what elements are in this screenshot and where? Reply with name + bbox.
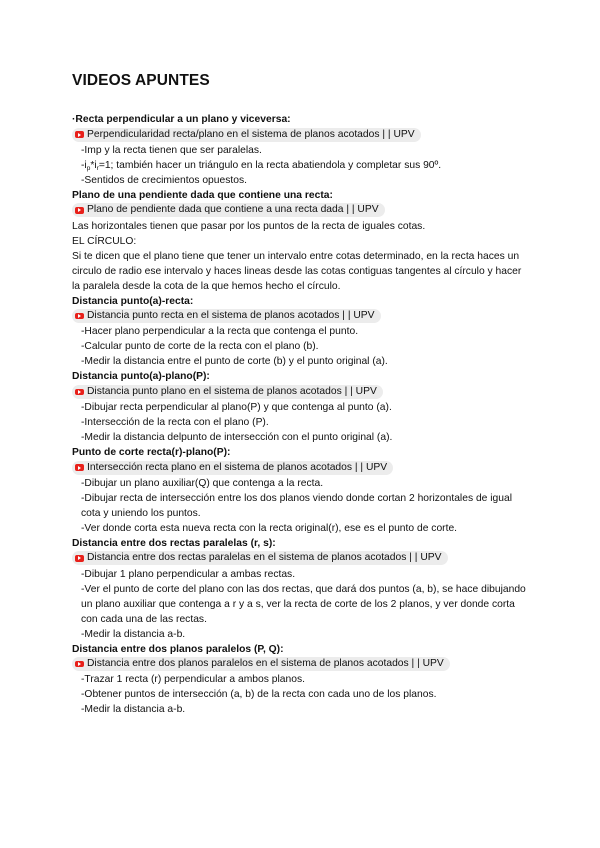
- list-item: -Ver el punto de corte del plano con las dos rectas, que dará dos puntos (a, b), se hace dibujando un plano auxiliar que contenga a r y a s, ver la recta de corte de los 2 planos, y ver donde corta con cada una de las rectas.: [81, 583, 526, 625]
- youtube-icon: [75, 389, 84, 396]
- note-paragraph: Si te dicen que el plano tiene que tener un intervalo entre cotas determinado, en la recta haces un circulo de radio ese intervalo y haces lineas desde las cotas contiguas tangentes al círculo y hacer la paralela desde la cota de la que hemos hecho el círculo.: [72, 250, 522, 292]
- list-item: -Dibujar un plano auxiliar(Q) que contenga a la recta.: [81, 477, 324, 489]
- note-text: EL CÍRCULO:: [72, 235, 137, 247]
- video-link-label: Distancia punto plano en el sistema de planos acotados | | UPV: [87, 385, 377, 397]
- youtube-icon: [75, 313, 84, 320]
- list-item: -Obtener puntos de intersección (a, b) de la recta con cada uno de los planos.: [81, 689, 437, 701]
- list-item: -Medir la distancia a-b.: [81, 704, 186, 716]
- formula-item: [72, 158, 532, 173]
- section-heading: Distancia entre dos planos paralelos (P, Q):: [72, 643, 284, 655]
- list-item: -Medir la distancia entre el punto de corte (b) y el punto original (a).: [81, 356, 388, 368]
- formula-subscript: r: [96, 164, 99, 172]
- youtube-icon: [75, 207, 84, 214]
- video-link[interactable]: [72, 657, 450, 671]
- list-item: -Dibujar recta de intersección entre los dos planos viendo donde cortan 2 horizontales de igual cota y uniendo los puntos.: [81, 492, 513, 519]
- formula-part: -i: [81, 159, 87, 171]
- section-heading: Punto de corte recta(r)-plano(P):: [72, 447, 231, 458]
- video-link[interactable]: [72, 203, 385, 217]
- list-item: -Medir la distancia a-b.: [81, 628, 186, 640]
- list-item: -Imp y la recta tienen que ser paralelas.: [81, 144, 262, 156]
- video-link[interactable]: [72, 309, 381, 323]
- list-item: -Trazar 1 recta (r) perpendicular a ambos planos.: [81, 674, 305, 686]
- page-title: VIDEOS APUNTES: [72, 72, 210, 89]
- list-item: -Calcular punto de corte de la recta con el plano (b).: [81, 341, 319, 353]
- video-link[interactable]: [72, 385, 383, 399]
- document-page: [72, 72, 532, 717]
- section-heading: Plano de una pendiente dada que contiene una recta:: [72, 189, 333, 201]
- video-link-label: Intersección recta plano en el sistema de planos acotados | | UPV: [87, 461, 388, 473]
- list-item: -Intersección de la recta con el plano (P).: [81, 417, 269, 428]
- video-link-label: Distancia entre dos rectas paralelas en el sistema de planos acotados | | UPV: [87, 552, 442, 564]
- formula-part: =1; también hacer un triángulo en la recta abatiendola y completar sus 90º.: [98, 159, 442, 171]
- section-heading: Distancia punto(a)-recta:: [72, 295, 194, 307]
- section-heading: ·Recta perpendicular a un plano y viceversa:: [72, 114, 291, 125]
- list-item: -Dibujar 1 plano perpendicular a ambas rectas.: [81, 568, 296, 580]
- youtube-icon: [75, 555, 84, 562]
- youtube-icon: [75, 464, 84, 471]
- video-link[interactable]: [72, 128, 421, 142]
- list-item: -Medir la distancia delpunto de intersección con el punto original (a).: [81, 432, 393, 443]
- list-item: -Dibujar recta perpendicular al plano(P) y que contenga al punto (a).: [81, 402, 392, 413]
- formula-part: *i: [90, 159, 97, 171]
- notes-content: [72, 112, 532, 717]
- note-text: Las horizontales tienen que pasar por los puntos de la recta de iguales cotas.: [72, 220, 426, 232]
- youtube-icon: [75, 131, 84, 138]
- video-link-label: Distancia punto recta en el sistema de planos acotados | | UPV: [87, 310, 375, 321]
- section-heading: Distancia punto(a)-plano(P):: [72, 371, 210, 383]
- list-item: -Ver donde corta esta nueva recta con la recta original(r), ese es el punto de corte.: [81, 522, 458, 534]
- list-item: -Sentidos de crecimientos opuestos.: [81, 174, 247, 186]
- list-item: -Hacer plano perpendicular a la recta que contenga el punto.: [81, 326, 359, 338]
- section-heading: Distancia entre dos rectas paralelas (r, s):: [72, 537, 276, 549]
- youtube-icon: [75, 661, 84, 668]
- video-link[interactable]: [72, 461, 393, 475]
- video-link[interactable]: [72, 551, 448, 565]
- video-link-label: Perpendicularidad recta/plano en el sistema de planos acotados | | UPV: [87, 128, 415, 140]
- video-link-label: Distancia entre dos planos paralelos en el sistema de planos acotados | | UPV: [87, 658, 444, 669]
- formula-subscript: p: [86, 164, 91, 172]
- video-link-label: Plano de pendiente dada que contiene a una recta dada | | UPV: [87, 204, 379, 216]
